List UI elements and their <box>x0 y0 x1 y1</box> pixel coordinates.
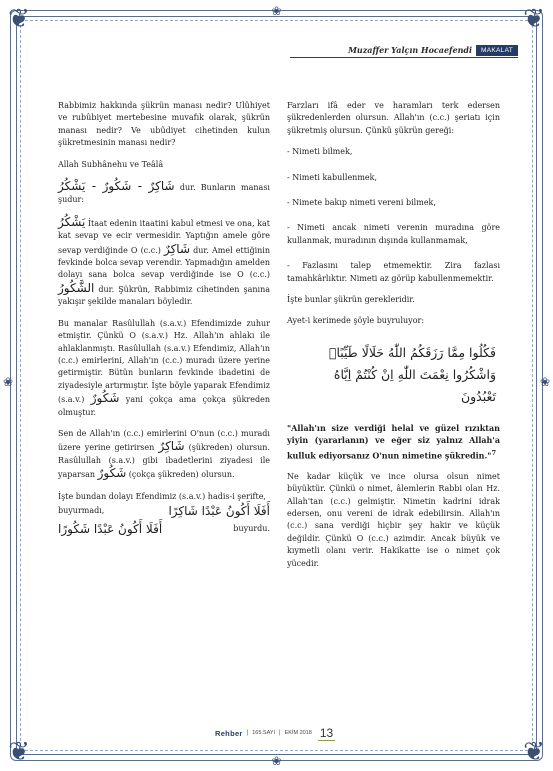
list-item: - Fazlasını talep etmemektir. Zira fazlası tamahkârlıktır. Nimeti az görüp kabullenmemektir. <box>287 261 500 283</box>
arabic-text: شَكُورٌ <box>97 466 127 481</box>
paragraph: Farzları ifâ eder ve haramları terk edersen şükredenlerden olursun. Allah'ın (c.c.) şeriatı için şükretmiş olursun. Çünkü şükrün gereği: <box>287 101 500 135</box>
corner-ornament-icon: ❦ <box>523 4 545 34</box>
paragraph: Rabbimiz hakkında şükrün manası nedir? Ulûhiyet ve rubûbiyet mertebesine muvafık olarak, şükrün manası nedir? Ve ubûdiyet cihetinden kulun şükretmesinin manası nedir? <box>58 101 270 148</box>
page-number: 13 <box>319 725 334 740</box>
paragraph: Ayet-i kerimede şöyle buyruluyor: <box>287 316 425 326</box>
edge-ornament-icon: ❀ <box>271 4 282 18</box>
page-header <box>286 42 518 58</box>
arabic-text: شَاكِرٌ <box>163 241 191 256</box>
header-rule <box>290 57 518 58</box>
ayah-block <box>287 342 496 408</box>
arabic-text: شَاكِرٌ - شَكُورٌ - يَشْكُرُ <box>58 179 175 194</box>
paragraph: Allah Subhânehu ve Teâlâ <box>58 159 164 169</box>
footnote-ref: 7 <box>491 448 497 457</box>
hadith-line: أَفَلَا أَكُونُ عَبْدًا شَكُورًا buyurdu. <box>58 522 270 537</box>
arabic-text: شَكُورٌ <box>90 391 120 406</box>
arabic-text: الشَّكُورُ <box>58 280 95 295</box>
paragraph: شَاكِرٌ - شَكُورٌ - يَشْكُرُ dur. Bunların manası şudur: <box>58 179 270 205</box>
paragraph: İşte bunlar şükrün gerekleridir. <box>287 295 415 305</box>
corner-ornament-icon: ❦ <box>8 737 30 767</box>
ayah-line: فَكُلُوا مِمَّا رَزَقَكُمُ اللّٰهُ حَلَالًا طَيِّبًاۖ <box>328 344 496 360</box>
paragraph: Sen de Allah'ın (c.c.) emirlerini O'nun (c.c.) muradı üzere yerine getirirsen شَاكِرٌ (şükreden) olursun. Rasûlullah (s.a.v.) gibi ibadetlerini ziyadesi ile yaparsan شَكُورٌ (çokça şükreden) olursun. <box>58 428 271 481</box>
arabic-text: أَفَلَا أَكُونُ عَبْدًا شَكُورًا <box>58 522 163 537</box>
arabic-text: شَاكِرٌ <box>158 439 185 454</box>
corner-ornament-icon: ❦ <box>523 737 545 767</box>
edge-ornament-icon: ❀ <box>539 375 550 389</box>
paragraph: Bu manalar Rasûlullah (s.a.v.) Efendimizde zuhur etmiştir. Çünkü O (s.a.v.) Hz. Allah'ın ahlakı ile ahlaklanmıştı. Rasûlullah (s.a.v.) Efendimiz, Allah'ın (c.c.) emirlerini, Allah'ın (c.c.) muradı üzere yerine getirmiştir. Bütün bunların fevkinde ibadetini de ziyadesiyle artırmıştır. İşte böyle yaparak Efendimiz (s.a.v.) شَكُورٌ yani çokça ama çokça şükreden olmuştur. <box>58 318 270 417</box>
ayah-line: وَاشْكُرُوا نِعْمَتَ اللّٰهِ اِنْ كُنْتُمْ اِيَّاهُ <box>333 366 496 382</box>
edge-ornament-icon: ❀ <box>3 375 14 389</box>
left-column <box>58 100 270 536</box>
corner-ornament-icon: ❦ <box>8 4 30 34</box>
paragraph: İşte bundan dolayı Efendimiz (s.a.v.) hadis-i şerifte, <box>58 491 266 501</box>
arabic-text: يَشْكُرُ <box>58 214 86 229</box>
header-author: Muzaffer Yalçın Hocaefendi <box>348 45 473 55</box>
page-footer: Rehber | 165.SAYI | EKİM 2018 13 <box>215 725 334 740</box>
arabic-text: أَفَلَا أَكُونُ عَبْدًا شَاكِرًا <box>168 503 270 518</box>
magazine-logo: Rehber <box>215 728 243 738</box>
list-item: - Nimeti kabullenmek, <box>287 172 378 182</box>
list-item: - Nimete bakıp nimeti vereni bilmek, <box>287 198 436 208</box>
paragraph: Ne kadar küçük ve ince olursa olsun nimet büyüktür. Çünkü o nimet, âlemlerin Rabbi olan Hz. Allah'tan (c.c.) gelmiştir. Nimetin kadrini idrak edersen, onu vereni de idrak edebilirsin. Allah'ın (c.c.) sana verdiği hiçbir şey hakir ve küçük değildir. Çünkü O (c.c.) azimdir. Ancak büyük ve kıymetli olanı verir. Hakikatte ise o nimet çok yücedir. <box>287 471 500 568</box>
right-column <box>287 100 500 579</box>
list-item: - Nimeti ancak nimeti verenin muradına göre kullanmak, muradının dışında kullanmamak, <box>287 223 500 245</box>
quote: "Allah'ın size verdiği helal ve güzel rızıktan yiyin (yararlanın) ve eğer siz yalnız Allah'a kulluk ediyorsanız O'nun nimetine şükredin."$^7$ <box>287 422 500 461</box>
ayah-line: تَعْبُدُونَ <box>460 388 496 404</box>
issue-number: 165.SAYI <box>252 730 276 736</box>
hadith-line: buyurmadı, أَفَلَا أَكُونُ عَبْدًا شَاكِرًا <box>58 503 270 518</box>
paragraph: يَشْكُرُ İtaat edenin itaatini kabul etmesi ve ona, kat kat sevap ve ecir vermesidir. Yaptığın amele göre sevap verdiğinde O (c.c.) شَاكِرٌ dur. Amel ettiğinin fevkinde bolca sevap verendir. Yapmadığın amelden dolayı sana bolca sevap verdiğinde ise O (c.c.) الشَّكُورُ dur. Şükrün, Rabbimiz cihetinden şanına yakışır şekilde manaları böyledir. <box>58 214 271 307</box>
list-item: - Nimeti bilmek, <box>287 147 353 157</box>
section-tag: MAKALAT <box>476 45 518 56</box>
edge-ornament-icon: ❀ <box>271 754 282 768</box>
issue-date: EKİM 2018 <box>284 730 312 736</box>
